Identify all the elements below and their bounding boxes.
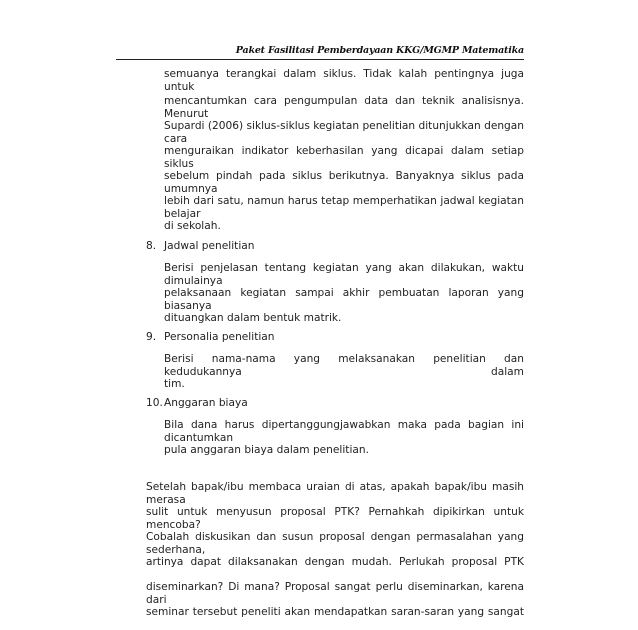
item-title: Jadwal penelitian bbox=[164, 240, 255, 252]
closing-line: Setelah bapak/ibu membaca uraian di atas, apakah bapak/ibu masih merasa bbox=[146, 481, 524, 506]
item-number: 9. bbox=[146, 331, 157, 343]
intro-line: Supardi (2006) siklus-siklus kegiatan penelitian ditunjukkan dengan cara bbox=[164, 120, 524, 145]
intro-line: menguraikan indikator keberhasilan yang dicapai dalam setiap siklus bbox=[164, 145, 524, 170]
closing-line: artinya dapat dilaksanakan dengan mudah. Perlukah proposal PTK bbox=[146, 556, 524, 568]
running-header: Paket Fasilitasi Pemberdayaan KKG/MGMP Matematika bbox=[235, 45, 524, 56]
closing-line: sulit untuk menyusun proposal PTK? Pernahkah dipikirkan untuk mencoba? bbox=[146, 506, 524, 531]
item-line: Berisi penjelasan tentang kegiatan yang akan dilakukan, waktu dimulainya bbox=[164, 262, 524, 287]
item-number: 8. bbox=[146, 240, 157, 252]
closing-line: seminar tersebut peneliti akan mendapatkan saran-saran yang sangat bbox=[146, 606, 524, 618]
item-title: Anggaran biaya bbox=[164, 397, 248, 409]
item-line: tim. bbox=[164, 378, 185, 390]
item-title: Personalia penelitian bbox=[164, 331, 275, 343]
closing-line: Cobalah diskusikan dan susun proposal dengan permasalahan yang sederhana, bbox=[146, 531, 524, 556]
header-rule bbox=[116, 59, 524, 60]
item-number: 10. bbox=[146, 397, 163, 409]
item-line: dituangkan dalam bentuk matrik. bbox=[164, 312, 342, 324]
intro-line: mencantumkan cara pengumpulan data dan teknik analisisnya. Menurut bbox=[164, 95, 524, 120]
item-line: pula anggaran biaya dalam penelitian. bbox=[164, 444, 369, 456]
intro-line: di sekolah. bbox=[164, 220, 221, 232]
item-line: Bila dana harus dipertanggungjawabkan maka pada bagian ini dicantumkan bbox=[164, 419, 524, 444]
intro-line: sebelum pindah pada siklus berikutnya. Banyaknya siklus pada umumnya bbox=[164, 170, 524, 195]
item-line: Berisi nama-nama yang melaksanakan penelitian dan kedudukannya dalam bbox=[164, 353, 524, 378]
closing-line: diseminarkan? Di mana? Proposal sangat perlu diseminarkan, karena dari bbox=[146, 581, 524, 606]
intro-line: semuanya terangkai dalam siklus. Tidak kalah pentingnya juga untuk bbox=[164, 68, 524, 93]
item-line: pelaksanaan kegiatan sampai akhir pembuatan laporan yang biasanya bbox=[164, 287, 524, 312]
intro-line: lebih dari satu, namun harus tetap memperhatikan jadwal kegiatan belajar bbox=[164, 195, 524, 220]
